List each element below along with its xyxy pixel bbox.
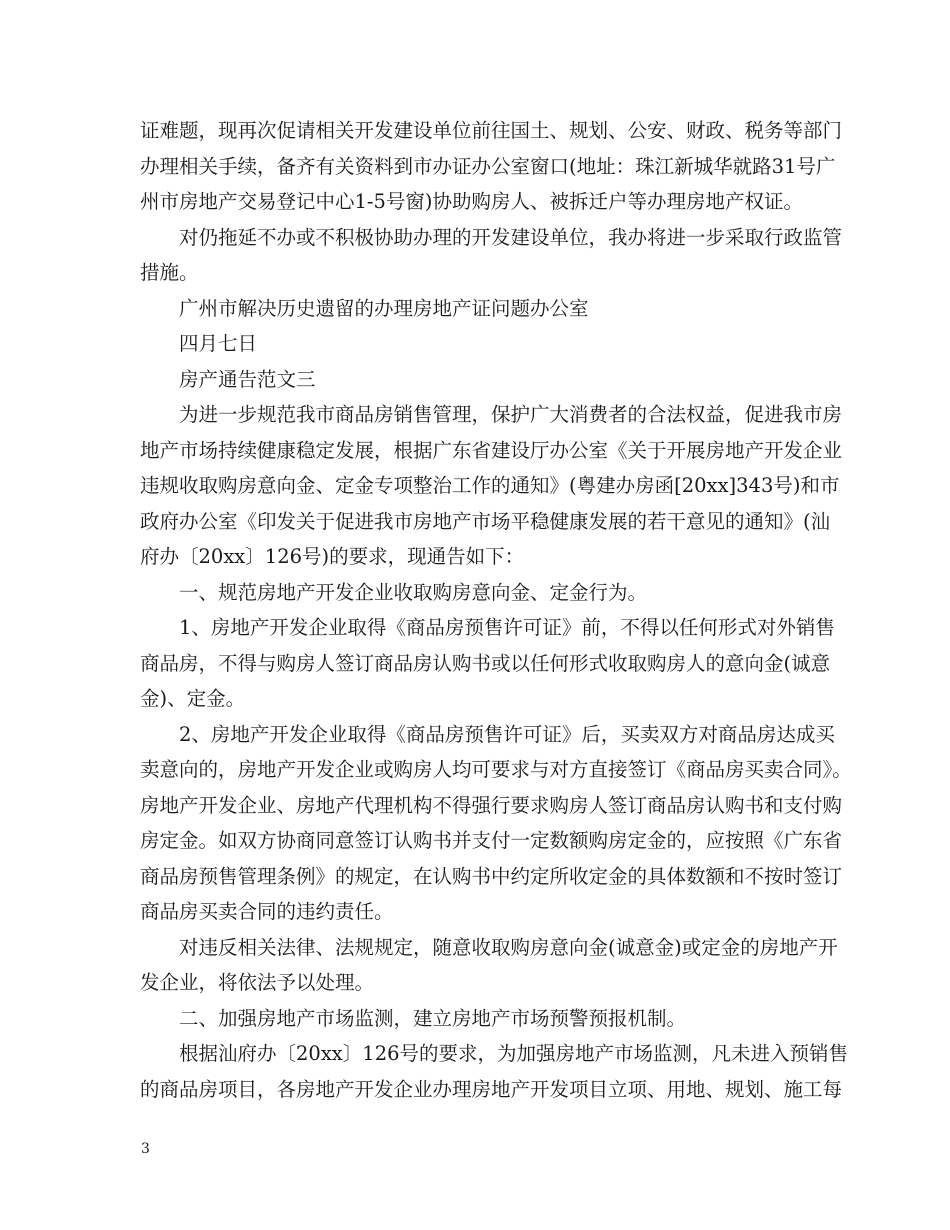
text-line: 1、房地产开发企业取得《商品房预售许可证》前，不得以任何形式对外销售 <box>179 616 835 639</box>
text-line: 的商品房项目，各房地产开发企业办理房地产开发项目立项、用地、规划、施工每 <box>140 1077 843 1101</box>
text-line: 商品房买卖合同的违约责任。 <box>140 900 394 923</box>
text-line: 2、房地产开发企业取得《商品房预售许可证》后，买卖双方对商品房达成买 <box>179 722 835 746</box>
text-line: 房产通告范文三 <box>179 367 316 391</box>
text-line: 措施。 <box>140 261 199 284</box>
text-line: 商品房预售管理条例》的规定，在认购书中约定所收定金的具体数额和不按时签订 <box>140 864 843 888</box>
text-line: 二、加强房地产市场监测，建立房地产市场预警预报机制。 <box>179 1006 687 1030</box>
text-line: 对违反相关法律、法规规定，随意收取购房意向金(诚意金)或定金的房地产开 <box>179 935 838 959</box>
text-line: 违规收取购房意向金、定金专项整治工作的通知》(粤建办房函[20xx]343号)和市 <box>140 474 840 497</box>
text-line: 地产市场持续健康稳定发展，根据广东省建设厅办公室《关于开展房地产开发企业 <box>140 438 843 462</box>
text-line: 卖意向的，房地产开发企业或购房人均可要求与对方直接签订《商品房买卖合同》。 <box>140 758 852 781</box>
text-line: 四月七日 <box>179 332 258 355</box>
text-line: 办理相关手续，备齐有关资料到市办证办公室窗口(地址：珠江新城华就路31号广 <box>140 154 836 178</box>
text-line: 一、规范房地产开发企业收取购房意向金、定金行为。 <box>179 580 648 604</box>
text-line: 府办〔20xx〕126号)的要求，现通告如下： <box>140 545 525 568</box>
text-line: 根据汕府办〔20xx〕126号的要求，为加强房地产市场监测，凡未进入预销售 <box>179 1042 849 1065</box>
text-line: 政府办公室《印发关于促进我市房地产市场平稳健康发展的若干意见的通知》(汕 <box>140 509 831 533</box>
text-line: 对仍拖延不办或不积极协助办理的开发建设单位，我办将进一步采取行政监管 <box>179 225 843 249</box>
text-line: 广州市解决历史遗留的办理房地产证问题办公室 <box>179 296 589 320</box>
text-line: 发企业，将依法予以处理。 <box>140 971 375 994</box>
text-line: 州市房地产交易登记中心1-5号窗)协助购房人、被拆迁户等办理房地产权证。 <box>140 190 804 213</box>
document-body <box>140 113 852 1107</box>
text-line: 金)、定金。 <box>140 687 246 710</box>
page-number: 3 <box>141 1141 150 1157</box>
text-line: 房地产开发企业、房地产代理机构不得强行要求购房人签订商品房认购书和支付购 <box>140 793 843 817</box>
text-line: 证难题，现再次促请相关开发建设单位前往国土、规划、公安、财政、税务等部门 <box>140 119 843 142</box>
text-line: 房定金。如双方协商同意签订认购书并支付一定数额购房定金的，应按照《广东省 <box>140 829 843 852</box>
text-line: 为进一步规范我市商品房销售管理，保护广大消费者的合法权益，促进我市房 <box>179 403 843 426</box>
text-line: 商品房，不得与购房人签订商品房认购书或以任何形式收取购房人的意向金(诚意 <box>140 651 831 675</box>
